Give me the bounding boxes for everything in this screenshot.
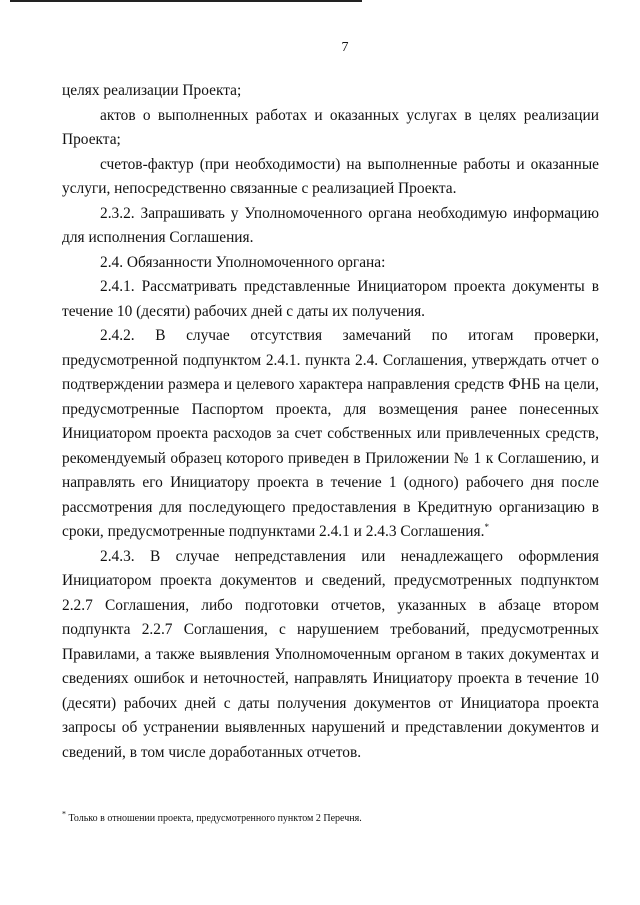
footnote-reference: *: [484, 521, 489, 532]
footnote: [62, 809, 599, 825]
paragraph-8: 2.4.3. В случае непредставления или ненадлежащего оформления Инициатором проекта документов и сведений, предусмотренных подпунктом 2.2.7 Соглашения, либо подготовки отчетов, указанных в абзаце втором подпункта 2.2.7 Соглашения, с нарушением требований, предусмотренных Правилами, а также выявления Уполномоченным органом в таких документах и сведениях ошибок и неточностей, направлять Инициатору проекта в течение 10 (десяти) рабочих дней с даты получения документов от Инициатора проекта запросы об устранении выявленных нарушений и представлении документов и сведений, в том числе доработанных отчетов.: [62, 547, 599, 761]
footnote-text: Только в отношении проекта, предусмотренного пунктом 2 Перечня.: [66, 813, 362, 824]
top-rule: [10, 0, 362, 2]
paragraph-6: 2.4.1. Рассматривать представленные Инициатором проекта документы в течение 10 (десяти) рабочих дней с даты их получения.: [62, 278, 599, 320]
paragraph-4: 2.3.2. Запрашивать у Уполномоченного органа необходимую информацию для исполнения Соглашения.: [62, 204, 599, 246]
paragraph-1: целях реализации Проекта;: [62, 82, 242, 99]
paragraph-2: актов о выполненных работах и оказанных услугах в целях реализации Проекта;: [62, 106, 599, 148]
page-number: 7: [341, 40, 349, 55]
paragraph-7-text: 2.4.2. В случае отсутствия замечаний по итогам проверки, предусмотренной подпунктом 2.4.1. пункта 2.4. Соглашения, утверждать отчет о подтверждении размера и целевого характера направления средств ФНБ на цели, предусмотренные Паспортом проекта, для возмещения ранее понесенных Инициатором проекта расходов за счет собственных или привлеченных средств, рекомендуемый образец которого приведен в Приложении № 1 к Соглашению, и направлять его Инициатору проекта в течение 1 (одного) рабочего дня после рассмотрения для последующего предоставления в Кредитную организацию в сроки, предусмотренные подпунктами 2.4.1 и 2.4.3 Соглашения.: [62, 327, 599, 540]
paragraph-3: счетов-фактур (при необходимости) на выполненные работы и оказанные услуги, непосредственно связанные с реализацией Проекта.: [62, 155, 599, 197]
paragraph-7: [62, 324, 599, 545]
footnote-mark: *: [62, 809, 66, 819]
document-body: [62, 79, 599, 765]
paragraph-5: 2.4. Обязанности Уполномоченного органа:: [100, 253, 386, 271]
